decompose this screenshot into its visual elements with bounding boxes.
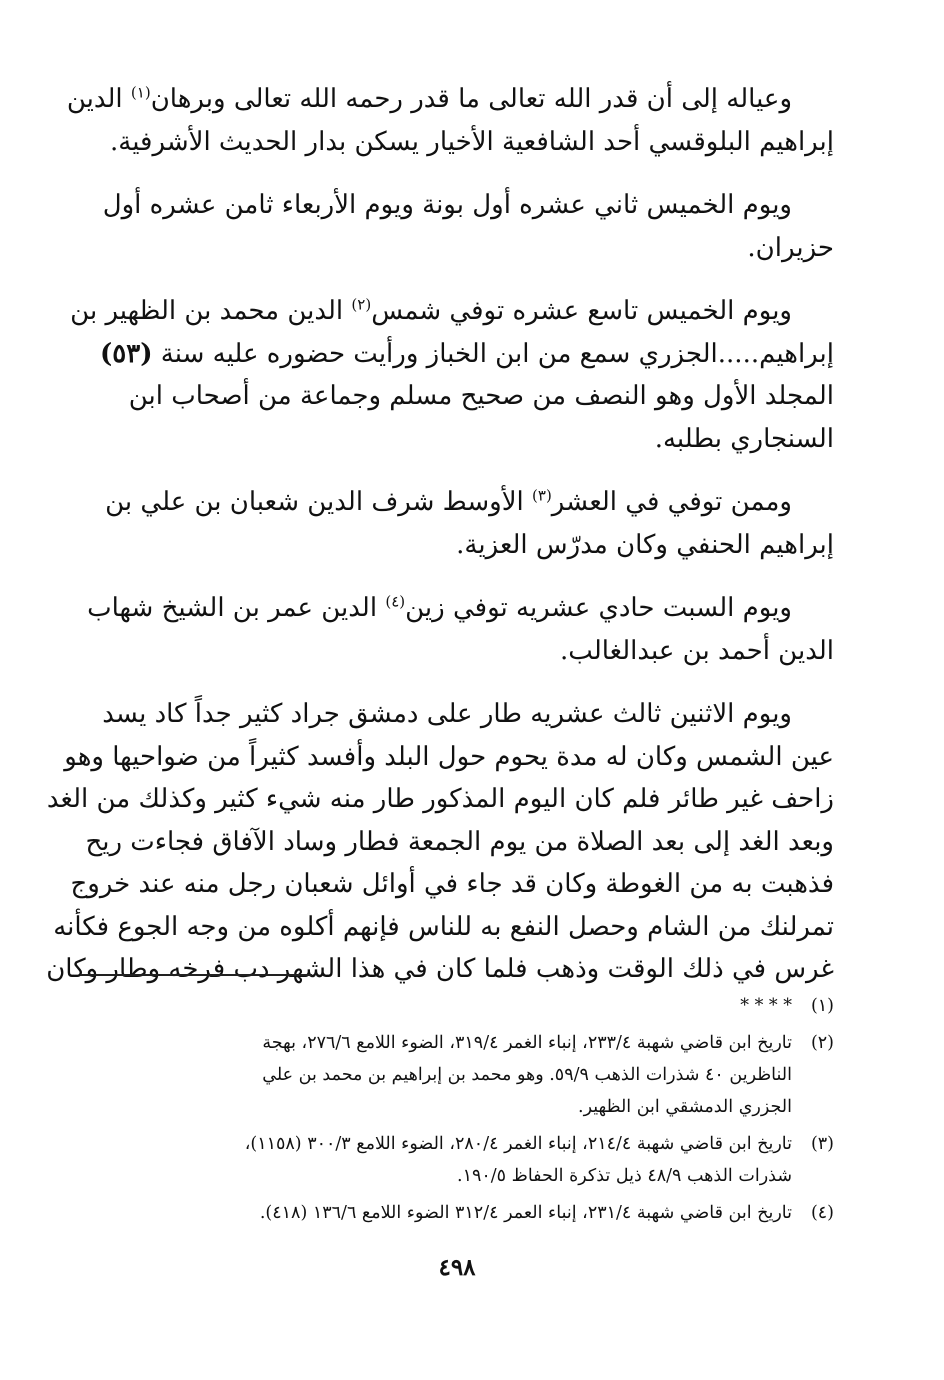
- paragraph: [66, 78, 834, 163]
- text-line: [46, 778, 834, 821]
- line-text: غرس في ذلك الوقت وذهب فلما كان في هذا الشهر دب فرخه وطار وكان: [46, 954, 834, 984]
- text-line: [64, 736, 834, 779]
- line-text: ويوم الاثنين ثالث عشريه طار على دمشق جراد كثير جداً كاد يسد: [102, 699, 792, 729]
- line-text: ويوم الخميس ثاني عشره أول بونة ويوم الأربعاء ثامن عشره أول: [102, 190, 792, 220]
- paragraph: [70, 290, 834, 460]
- line-text: حزيران.: [747, 232, 834, 263]
- line-text: الدين: [66, 84, 131, 114]
- line-text: الأوسط شرف الدين شعبان بن علي بن: [105, 487, 533, 517]
- footnote-number: (١): [810, 996, 834, 1016]
- footnote-separator: [80, 974, 312, 976]
- footnote-text: [80, 1197, 792, 1229]
- footnote: [80, 1027, 834, 1123]
- text-line: [80, 184, 834, 227]
- text-line: [80, 524, 834, 567]
- footnote-line: تاريخ ابن قاضي شهبة ٢١٤/٤، إنباء الغمر ٢٨٠/٤، الضوء اللامع ٣٠٠/٣ (١١٥٨)،: [244, 1134, 792, 1154]
- line-text: إبراهيم البلوقسي أحد الشافعية الأخيار يسكن بدار الحديث الأشرفية.: [110, 126, 834, 157]
- paragraph: [80, 184, 834, 269]
- line-text: عين الشمس وكان له مدة يحوم حول البلد وأفسد كثيراً من ضواحيها وهو: [64, 741, 834, 772]
- line-text: وعياله إلى أن قدر الله تعالى ما قدر رحمه الله تعالى وبرهان: [150, 84, 792, 114]
- line-text: السنجاري بطلبه.: [654, 423, 834, 454]
- text-line: [80, 587, 834, 630]
- text-line: [80, 693, 834, 736]
- text-line: [66, 78, 834, 121]
- footnote-reference: (١): [130, 83, 151, 102]
- line-text: ويوم السبت حادي عشريه توفي زين: [405, 593, 792, 623]
- footnote-text: [80, 990, 792, 1022]
- footnote: [80, 990, 834, 1022]
- footnote: [80, 1197, 834, 1229]
- page-number: ٤٩٨: [438, 1254, 476, 1281]
- text-line: [80, 227, 834, 270]
- line-text: ويوم الخميس تاسع عشره توفي شمس: [371, 296, 792, 326]
- line-text: المجلد الأول وهو النصف من صحيح مسلم وجماعة من أصحاب ابن: [128, 381, 834, 411]
- text-line: [70, 863, 834, 906]
- footnote-line: الجزري الدمشقي ابن الظهير.: [578, 1097, 792, 1117]
- paragraph: [46, 693, 834, 991]
- text-line: [80, 821, 834, 864]
- footnote-number: (٤): [810, 1203, 834, 1223]
- line-text: إبراهيم.....الجزري سمع من ابن الخباز ورأيت حضوره عليه سنة: [152, 338, 834, 369]
- text-line: [80, 481, 834, 524]
- text-line: [80, 121, 834, 164]
- line-text: وممن توفي في العشر: [551, 487, 792, 517]
- text-line: [53, 906, 834, 949]
- footnote-number: (٢): [810, 1033, 834, 1053]
- text-line: [80, 630, 834, 673]
- bold-marker: (٥٣): [99, 338, 153, 369]
- main-text: [46, 78, 834, 991]
- footnote-line: شذرات الذهب ٤٨/٩ ذيل تذكرة الحفاظ ١٩٠/٥.: [457, 1166, 792, 1186]
- line-text: وبعد الغد إلى بعد الصلاة من يوم الجمعة فطار وساد الآفاق فجاءت ريح: [85, 826, 834, 857]
- text-line: [80, 333, 834, 376]
- footnote: [80, 1128, 834, 1192]
- text-line: [80, 375, 834, 418]
- line-text: الدين محمد بن الظهير بن: [70, 296, 352, 326]
- footnote-line: تاريخ ابن قاضي شهبة ٢٣٣/٤، إنباء الغمر ٣١٩/٤، الضوء اللامع ٢٧٦/٦، بهجة: [262, 1033, 792, 1053]
- footnote-number: (٣): [810, 1134, 834, 1154]
- line-text: الدين أحمد بن عبدالغالب.: [560, 635, 834, 666]
- paragraph: [80, 481, 834, 566]
- footnote-reference: (٤): [385, 592, 406, 611]
- text-line: [46, 948, 834, 991]
- footnote-reference: (٢): [351, 295, 372, 314]
- paragraph: [80, 587, 834, 672]
- footnote-line: الناظرين ٤٠ شذرات الذهب ٥٩/٩. وهو محمد بن إبراهيم بن محمد بن علي: [262, 1065, 792, 1085]
- text-line: [80, 418, 834, 461]
- line-text: زاحف غير طائر فلم كان اليوم المذكور طار منه شيء كثير وكذلك من الغد: [46, 784, 834, 814]
- line-text: تمرلنك من الشام وحصل النفع به للناس فإنهم أكلوه من وجه الجوع فكأنه: [53, 911, 834, 942]
- footnotes: [80, 990, 834, 1234]
- page-body: [46, 78, 834, 1281]
- footnote-line: تاريخ ابن قاضي شهبة ٢٣١/٤، إنباء العمر ٣١٢/٤ الضوء اللامع ١٣٦/٦ (٤١٨).: [259, 1203, 792, 1223]
- footnote-text: [80, 1128, 792, 1192]
- line-text: فذهبت به من الغوطة وكان قد جاء في أوائل شعبان رجل منه عند خروج: [70, 869, 834, 899]
- footnote-line: * * * *: [740, 996, 792, 1016]
- footnote-reference: (٣): [532, 486, 552, 505]
- line-text: الدين عمر بن الشيخ شهاب: [87, 593, 386, 623]
- text-line: [70, 290, 834, 333]
- footnote-text: [80, 1027, 792, 1123]
- line-text: إبراهيم الحنفي وكان مدرّس العزية.: [456, 529, 834, 560]
